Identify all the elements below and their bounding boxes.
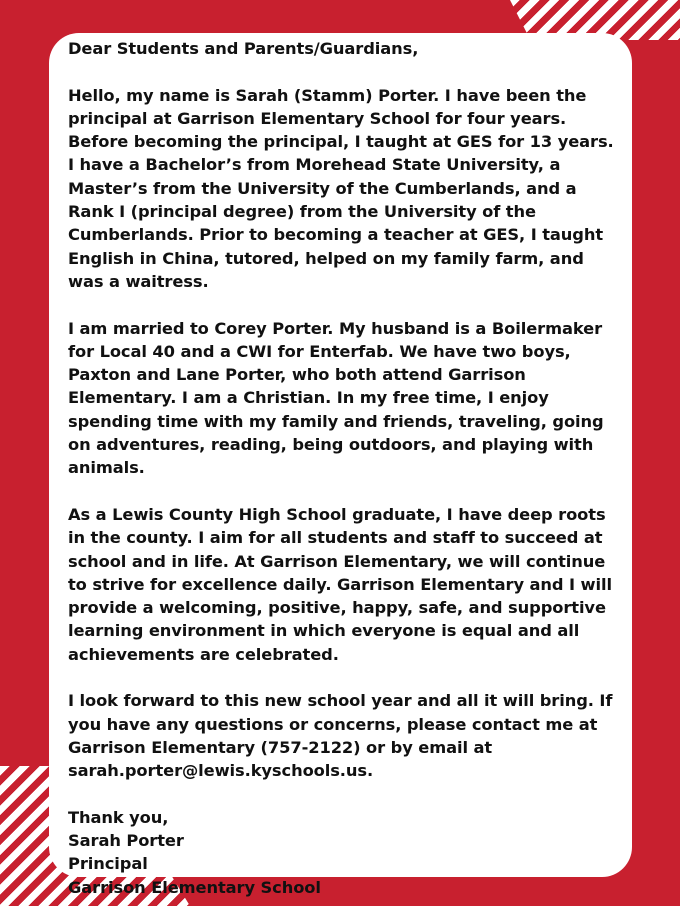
letter-body: [68, 37, 616, 899]
signature-title: Principal: [68, 854, 148, 874]
signature-name: Sarah Porter: [68, 831, 184, 851]
letter-paragraph-intro: Hello, my name is Sarah (Stamm) Porter. I have been the principal at Garrison Elementary School for four years. Before becoming the principal, I taught at GES for 13 years. I have a Bachelor’s from Morehead State University, a Master’s from the University of the Cumberlands, and a Rank I (principal degree) from the University of the Cumberlands. Prior to becoming a teacher at GES, I taught English in China, tutored, helped on my family farm, and was a waitress.: [68, 85, 614, 291]
letter-paragraph-contact: I look forward to this new school year and all it will bring. If you have any questions or concerns, please contact me at Garrison Elementary (757-2122) or by email at sarah.porter@lewis.kyschools.us.: [68, 691, 613, 781]
letter-greeting: Dear Students and Parents/Guardians,: [68, 39, 419, 58]
closing-sign-off: Thank you,: [68, 807, 169, 827]
signature-school: Garrison Elementary School: [68, 877, 321, 897]
letter-paragraph-family: I am married to Corey Porter. My husband is a Boilermaker for Local 40 and a CWI for Enterfab. We have two boys, Paxton and Lane Porter, who both attend Garrison Elementary. I am a Christian. In my free time, I enjoy spending time with my family and friends, traveling, going on adventures, reading, being outdoors, and playing with animals.: [68, 318, 604, 478]
letter-paragraph-mission: As a Lewis County High School graduate, I have deep roots in the county. I aim for all students and staff to succeed at school and in life. At Garrison Elementary, we will continue to strive for excellence daily. Garrison Elementary and I will provide a welcoming, positive, happy, safe, and supportive learning environment in which everyone is equal and all achievements are celebrated.: [68, 504, 612, 664]
letter-closing: [68, 806, 616, 899]
